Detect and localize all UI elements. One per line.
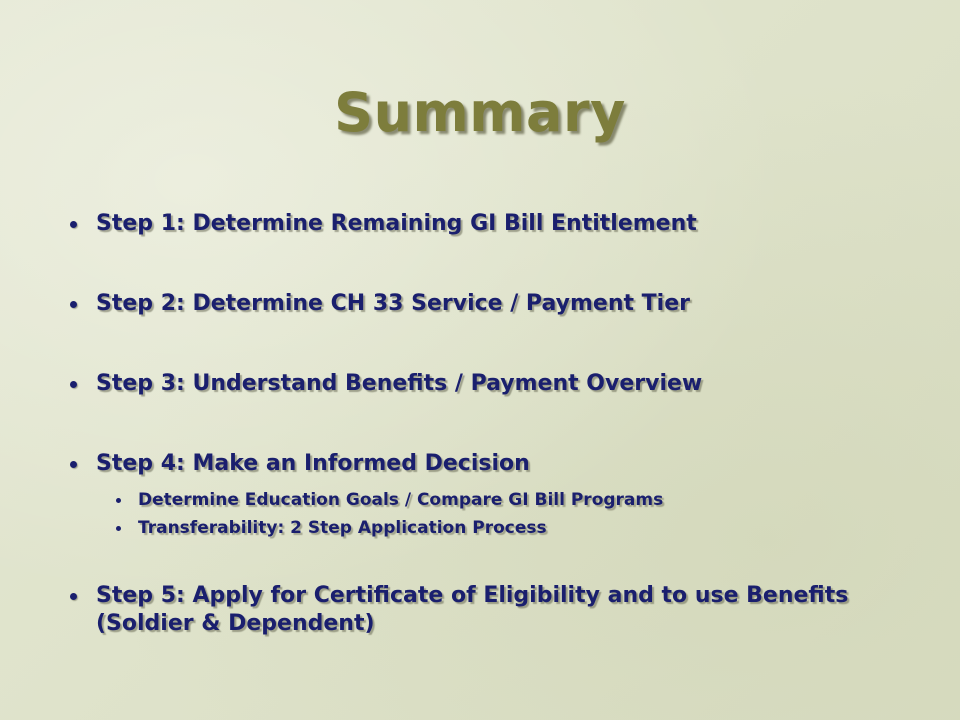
step-1-text: Step 1: Determine Remaining GI Bill Entitlement <box>96 211 697 236</box>
list-item-step-1 <box>64 210 924 238</box>
sub-item-text: Determine Education Goals / Compare GI Bill Programs <box>138 490 664 510</box>
list-item-step-3 <box>64 370 924 398</box>
step-5-text: Step 5: Apply for Certificate of Eligibility and to use Benefits (Soldier & Dependent) <box>96 583 849 636</box>
step-4-text: Step 4: Make an Informed Decision <box>96 451 530 476</box>
list-item-step-4 <box>64 450 924 478</box>
sub-bullet-icon <box>116 498 121 503</box>
sub-item-text: Transferability: 2 Step Application Process <box>138 518 547 538</box>
sub-item-transferability <box>64 514 924 542</box>
bullet-icon <box>70 381 77 388</box>
list-item-step-2 <box>64 290 924 318</box>
sub-bullet-icon <box>116 526 121 531</box>
step-3-text: Step 3: Understand Benefits / Payment Overview <box>96 371 703 396</box>
bullet-icon <box>70 461 77 468</box>
bullet-icon <box>70 301 77 308</box>
bullet-icon <box>70 593 77 600</box>
step-2-text: Step 2: Determine CH 33 Service / Payment Tier <box>96 291 690 316</box>
list-item-step-5 <box>64 582 924 638</box>
slide-title: Summary <box>334 81 626 144</box>
bullet-list <box>64 210 924 638</box>
bullet-icon <box>70 221 77 228</box>
sub-item-education-goals <box>64 486 924 514</box>
